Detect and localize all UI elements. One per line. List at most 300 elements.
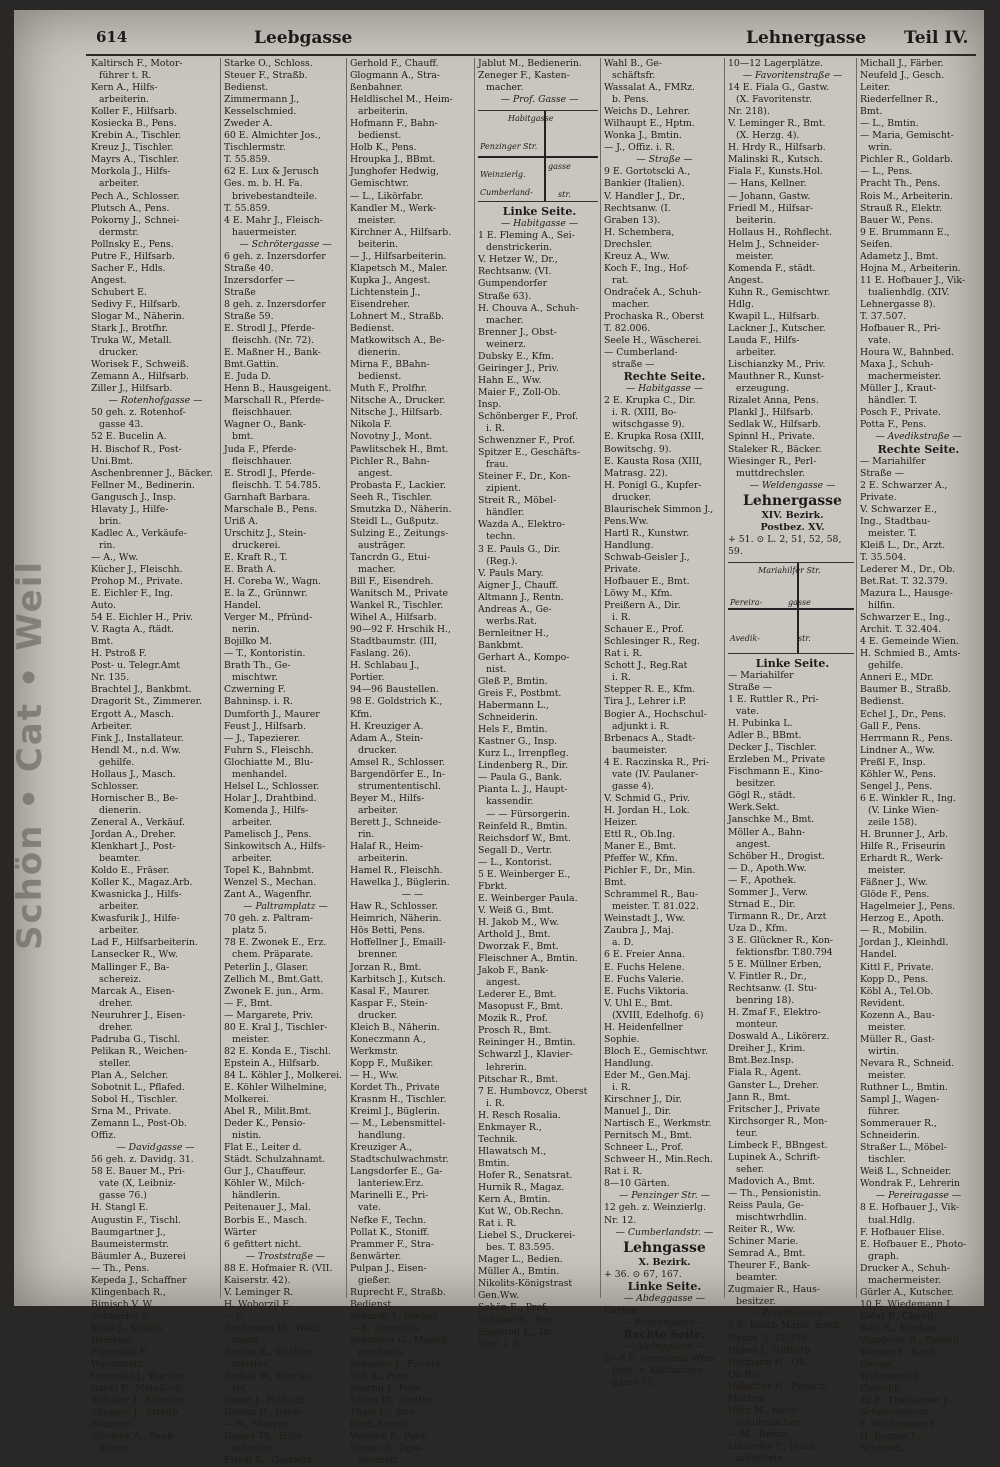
directory-entry: T. 55.859. bbox=[224, 154, 271, 166]
document-page bbox=[10, 10, 984, 1467]
directory-entry: Abel R., Milit.Bmt. bbox=[224, 1106, 312, 1118]
directory-entry: Schiner Marie. bbox=[728, 1236, 799, 1248]
directory-entry: 54 E. Eichler H., Priv. bbox=[91, 612, 194, 624]
directory-entry: Sigmund K., Dr. bbox=[478, 1326, 553, 1338]
directory-entry: 4 E. Gemeinde Wien. bbox=[860, 636, 959, 648]
directory-entry: beiterin. bbox=[358, 238, 399, 250]
directory-entry: Bedienst. bbox=[91, 1334, 136, 1346]
directory-entry: E. Brath A. bbox=[224, 563, 276, 575]
directory-entry: Flat E., Leiter d. bbox=[224, 1142, 302, 1154]
directory-entry: Kuhn R., Gemischtwr. bbox=[728, 286, 831, 298]
directory-entry: Fbrkt. bbox=[478, 880, 508, 892]
directory-entry: mischtwr. bbox=[232, 672, 278, 684]
directory-entry: Pichler F., Dr., Min. bbox=[604, 865, 696, 877]
directory-entry: Marschale B., Pens. bbox=[224, 503, 318, 515]
directory-entry: 3 E. Pauls G., Dir. bbox=[478, 543, 561, 555]
directory-entry: — M., Lebensmittel- bbox=[350, 1118, 446, 1130]
directory-entry: Deder K., Pensio- bbox=[224, 1118, 306, 1130]
directory-entry: Koch F., Ing., Hof- bbox=[604, 262, 689, 274]
directory-entry: arbeiterin. bbox=[358, 106, 409, 118]
directory-entry: Aigner J., Chauff. bbox=[478, 579, 559, 591]
directory-entry: Hagelmeier J., Pens. bbox=[860, 901, 956, 913]
directory-entry: Lansecker R., Ww. bbox=[91, 949, 178, 961]
directory-entry: Wärter bbox=[224, 1226, 257, 1238]
directory-entry: Seeh R., Tischler. bbox=[350, 491, 433, 503]
directory-entry: Tira J., Lehrer i.P. bbox=[604, 696, 687, 708]
directory-entry: E. Kraft R., T. bbox=[224, 551, 288, 563]
directory-entry: Bäumler A., Buzerei bbox=[91, 1250, 186, 1262]
directory-entry: Lichtenstein J., bbox=[350, 286, 421, 298]
directory-entry: Weiß L., Schneider. bbox=[860, 1166, 952, 1178]
directory-entry: Dubsky E., Kfm. bbox=[478, 350, 554, 362]
directory-entry: denstrickerin. bbox=[486, 242, 553, 254]
directory-entry: Prohop M., Private. bbox=[91, 576, 183, 588]
directory-entry: Tirmann R., Dr., Arzt bbox=[728, 910, 827, 922]
directory-entry: macher. bbox=[486, 314, 524, 326]
directory-entry: Amsel R., Schlosser. bbox=[350, 756, 446, 768]
directory-entry: 9 E. Brummann E., bbox=[860, 226, 950, 238]
directory-entry: Worisek F., Schweiß. bbox=[91, 359, 189, 371]
directory-entry: 2 E. Schwarzer A., bbox=[860, 479, 948, 491]
directory-entry: Bachmann M., Wach- bbox=[224, 1322, 324, 1334]
directory-entry: Adler B., BBmt. bbox=[728, 730, 802, 742]
directory-entry: 11 E. Hofbauer J., Vik- bbox=[860, 274, 966, 286]
directory-entry: Verger M., Pfründ- bbox=[224, 612, 313, 624]
sketch-label: str. bbox=[558, 190, 571, 200]
directory-entry: Gerhart A., Kompo- bbox=[478, 651, 570, 663]
directory-entry: E. Weinberger Paula. bbox=[478, 892, 578, 904]
directory-entry: Kosiecka B., Pens. bbox=[91, 118, 177, 130]
directory-entry: — Abdeggasse — bbox=[623, 1292, 706, 1304]
directory-entry: 60 E. Almichter Jos., bbox=[224, 130, 321, 142]
header-part: Teil IV. bbox=[904, 28, 969, 48]
directory-entry: Gärten. bbox=[604, 1304, 640, 1316]
directory-entry: H. Pstroß F. bbox=[91, 648, 147, 660]
directory-entry: H. Zmaf F., Elektro- bbox=[728, 1007, 821, 1019]
directory-entry: Theurer F., Bank- bbox=[728, 1260, 810, 1272]
directory-entry: Borbis E., Masch. bbox=[224, 1214, 308, 1226]
directory-entry: arbeiterin. bbox=[736, 1452, 787, 1464]
directory-entry: Straßer L., Möbel- bbox=[860, 1142, 947, 1154]
directory-entry: Prosch R., Bmt. bbox=[478, 1025, 552, 1037]
directory-entry: Seh A., Pens. bbox=[350, 1371, 412, 1383]
directory-entry: 6 gefittert nicht. bbox=[224, 1238, 302, 1250]
directory-entry: E. Maßner H., Bank- bbox=[224, 347, 321, 359]
directory-entry: dienerin. bbox=[99, 804, 142, 816]
directory-entry: vate. bbox=[358, 1202, 381, 1214]
directory-entry: — Habitgasse — bbox=[500, 218, 579, 230]
directory-entry: Hendl M., n.d. Ww. bbox=[91, 744, 182, 756]
directory-entry: techn. bbox=[486, 531, 516, 543]
directory-entry: Jann R., Bmt. bbox=[728, 1091, 791, 1103]
directory-entry: Revident. bbox=[860, 997, 905, 1009]
directory-entry: Fleischner A., Bmtin. bbox=[478, 953, 578, 965]
directory-entry: Herrmann R., Pens. bbox=[860, 732, 953, 744]
directory-entry: Koldo E., Fräser. bbox=[91, 865, 170, 877]
directory-entry: Auto. bbox=[91, 600, 116, 612]
directory-entry: E. Fuchs Valerie. bbox=[604, 973, 684, 985]
directory-entry: meister. bbox=[232, 1033, 270, 1045]
directory-entry: — Straße — bbox=[636, 154, 693, 166]
directory-entry: Hofbauer R., Pri- bbox=[860, 323, 941, 335]
directory-entry: Malinski R., Kutsch. bbox=[728, 154, 823, 166]
directory-entry: 88 E. Hofmaier R. (VII. bbox=[224, 1262, 333, 1274]
directory-entry: Mirna F., BBahn- bbox=[350, 359, 430, 371]
directory-entry: fleischh. (Nr. 72). bbox=[232, 335, 315, 347]
directory-entry: Kleich B., Näherin. bbox=[350, 1021, 440, 1033]
directory-entry: Postbez. XV. bbox=[760, 521, 825, 533]
directory-entry: arbeiter. bbox=[232, 853, 273, 865]
sketch-label: Mariahilfer Str. bbox=[758, 565, 821, 575]
directory-entry: Baumer B., Straßb. bbox=[860, 684, 951, 696]
directory-entry: Strnad E., Dir. bbox=[728, 898, 796, 910]
directory-entry: Szileo W., Brotfhr. bbox=[350, 1395, 435, 1407]
directory-entry: führer. bbox=[868, 1106, 900, 1118]
directory-entry: Muth F., Prolfhr. bbox=[350, 383, 428, 395]
directory-entry: Komenda J., Hilfs- bbox=[224, 804, 309, 816]
directory-entry: macher. bbox=[486, 82, 524, 94]
directory-entry: Gumpendorfer bbox=[478, 278, 548, 290]
directory-entry: Hilfe R., Friseurin bbox=[860, 841, 946, 853]
directory-entry: Tancrdn G., Etui- bbox=[350, 551, 431, 563]
directory-entry: Ruprecht F., Straßb. bbox=[350, 1286, 446, 1298]
directory-entry: nist. bbox=[486, 663, 507, 675]
directory-entry: 50 geh. z. Rotenhof- bbox=[91, 407, 186, 419]
directory-entry: Angest. bbox=[91, 274, 127, 286]
directory-entry: Hofbauer E., Bmt. bbox=[604, 576, 690, 588]
directory-entry: Hartl R., Kunstwr. bbox=[604, 527, 690, 539]
directory-entry: 2 E. Krupka C., Dir. bbox=[604, 395, 696, 407]
directory-entry: 3 E. Glückner R., Kon- bbox=[728, 934, 833, 946]
directory-entry: i. R. (XIII, Bo- bbox=[612, 407, 677, 419]
directory-entry: Dragorit St., Zimmerer. bbox=[91, 696, 202, 708]
directory-entry: H. Jordan H., Lok. bbox=[604, 804, 690, 816]
directory-entry: Arthold J., Bmt. bbox=[478, 929, 551, 940]
directory-entry: Sengel J., Pens. bbox=[860, 780, 933, 792]
directory-entry: muttdrechsler. bbox=[736, 467, 805, 479]
directory-entry: händler. bbox=[486, 507, 525, 519]
directory-entry: i. R. bbox=[612, 672, 631, 684]
directory-entry: Votnar F., Tape- bbox=[350, 1443, 424, 1455]
directory-entry: 59. bbox=[728, 545, 743, 557]
directory-columns bbox=[88, 58, 976, 1467]
directory-entry: schuhmacher. bbox=[736, 1416, 802, 1428]
directory-entry: Kreuz A., Ww. bbox=[604, 250, 670, 262]
directory-entry: Nitsche A., Drucker. bbox=[350, 395, 446, 407]
directory-entry: Nr. 218). bbox=[728, 106, 770, 118]
directory-entry: — J., Tapezierer. bbox=[224, 732, 301, 744]
directory-entry: 2—8 E. Gemeinde Wien bbox=[604, 1352, 716, 1364]
directory-entry: — — Fürsorgerin. bbox=[486, 808, 571, 820]
directory-entry: Pracht Th., Pens. bbox=[860, 178, 941, 190]
directory-entry: führer t. R. bbox=[99, 70, 152, 82]
directory-entry: Gur J., Chauffeur. bbox=[224, 1166, 306, 1178]
directory-entry: Widemann J., bbox=[860, 1371, 923, 1383]
directory-entry: V. Schmid G., Priv. bbox=[604, 792, 690, 804]
directory-entry: Fleischh. bbox=[860, 1383, 903, 1395]
directory-entry: Bauer W., Pens. bbox=[860, 214, 934, 226]
directory-entry: Schwarzer E., Ing., bbox=[860, 612, 951, 624]
directory-entry: Diener. bbox=[860, 1359, 894, 1371]
directory-entry: Pawlitschek H., Bmt. bbox=[350, 443, 449, 455]
directory-entry: Nr. 12. bbox=[604, 1214, 637, 1226]
directory-entry: b. Pens. bbox=[612, 94, 649, 106]
directory-entry: Sobotnit L., Pflafed. bbox=[91, 1081, 185, 1093]
directory-entry: nistin. bbox=[232, 1130, 262, 1142]
lehnergasse-street-sketch bbox=[728, 562, 854, 654]
directory-entry: — Troststraße — bbox=[245, 1250, 326, 1262]
directory-entry: Spitzer E., Geschäfts- bbox=[478, 447, 581, 459]
directory-entry: Kopp F., Mußiker. bbox=[350, 1057, 434, 1069]
directory-entry: arbeiterin. bbox=[358, 853, 409, 865]
directory-entry: dreher. bbox=[99, 1021, 133, 1033]
directory-entry: i. R. bbox=[612, 1081, 631, 1093]
directory-entry: Krebin A., Tischler. bbox=[91, 130, 182, 142]
directory-entry: 6 E. Freier Anna. bbox=[604, 949, 686, 961]
directory-entry: Potta F., Pens. bbox=[860, 419, 927, 431]
directory-entry: Klenkhart J., Post- bbox=[91, 841, 176, 853]
directory-entry: Nefke F., Techn. bbox=[350, 1214, 427, 1226]
directory-entry: beamter. bbox=[736, 1272, 778, 1284]
directory-entry: — Mariahilfer bbox=[728, 669, 794, 681]
directory-entry: Straße 63). bbox=[478, 290, 532, 302]
directory-entry: Plutsch A., Pens. bbox=[91, 202, 170, 214]
directory-entry: Offiz. bbox=[91, 1130, 117, 1142]
directory-entry: Pokorny J., Schnei- bbox=[91, 214, 180, 226]
directory-entry: Tischlermstr. bbox=[224, 142, 286, 154]
directory-entry: 84 L. Köhler J., Molkerei. bbox=[224, 1069, 342, 1081]
directory-entry: Sedivy F., Hilfsarb. bbox=[91, 298, 181, 310]
directory-entry: Kaspar F., Stein- bbox=[350, 997, 428, 1009]
directory-entry: H. Chouva A., Schuh- bbox=[478, 302, 579, 314]
directory-entry: Gemischtwr. bbox=[350, 178, 409, 190]
directory-entry: Plankl J., Hilfsarb. bbox=[728, 407, 814, 419]
directory-entry: Kirschner J., Dir. bbox=[604, 1094, 682, 1106]
directory-entry: Müller A., Bmtin. bbox=[478, 1266, 560, 1278]
directory-entry: Haw R., Schlosser. bbox=[350, 901, 438, 913]
directory-entry: Wanderer R., Fleisch. bbox=[860, 1334, 962, 1346]
directory-entry: — Rotenhofgasse — bbox=[108, 395, 203, 407]
header-rule bbox=[86, 54, 976, 56]
directory-entry: Fink J., Installateur. bbox=[91, 732, 184, 744]
directory-entry: Segall D., Vertr. bbox=[478, 844, 553, 856]
directory-entry: monteur. bbox=[736, 1019, 779, 1031]
directory-entry: Graben 13). bbox=[604, 214, 661, 226]
directory-entry: 4 E. Mahr J., Fleisch- bbox=[224, 214, 323, 226]
directory-entry: fleischhauer. bbox=[232, 407, 293, 419]
directory-entry: gasse 43. bbox=[99, 419, 144, 431]
directory-entry: Wondrak F., Lehrerin bbox=[860, 1178, 960, 1190]
directory-entry: rei. bbox=[232, 1383, 248, 1395]
directory-entry: Soarnn J., Pens. bbox=[350, 1383, 424, 1395]
directory-entry: meister. bbox=[868, 865, 906, 877]
sketch-label: str. bbox=[798, 633, 811, 643]
directory-entry: 8 E. Hofbauer J., Vik- bbox=[860, 1202, 960, 1214]
directory-entry: H. Resch Rosalia. bbox=[478, 1109, 561, 1121]
column-4 bbox=[474, 58, 601, 1350]
directory-entry: Straße bbox=[224, 286, 256, 298]
directory-entry: Kwasnicka J., Hilfs- bbox=[91, 889, 182, 901]
column-6 bbox=[724, 58, 857, 1464]
directory-entry: 9 E. Gortotscki A., bbox=[604, 166, 691, 178]
directory-entry: Bmt. bbox=[91, 636, 114, 648]
directory-entry: drucker. bbox=[612, 491, 652, 503]
sketch-label: Avedik- bbox=[730, 633, 760, 643]
directory-entry: 1 E. Ruttler R., Pri- bbox=[728, 694, 819, 706]
directory-entry: Starke O., Schloss. bbox=[224, 58, 313, 69]
directory-entry: Pamelisch J., Pens. bbox=[224, 829, 312, 840]
directory-entry: Stadtschulwachmstr. bbox=[350, 1154, 449, 1166]
directory-entry: Schneer L., Prof. bbox=[604, 1142, 684, 1154]
directory-entry: Rechte Seite. bbox=[623, 1327, 706, 1341]
directory-entry: Fellner M., Bedinerin. bbox=[91, 479, 195, 491]
directory-entry: Uza D., Kfm. bbox=[728, 922, 788, 934]
directory-entry: Ettl R., Ob.Ing. bbox=[604, 829, 676, 840]
directory-entry: Neuruhrer J., Eisen- bbox=[91, 1009, 186, 1021]
directory-entry: Masopust F., Bmt. bbox=[478, 1001, 564, 1013]
directory-entry: Angest. bbox=[728, 274, 764, 286]
directory-entry: meister. T. bbox=[868, 527, 917, 539]
directory-entry: E. Kausta Rosa (XIII, bbox=[604, 455, 703, 467]
directory-entry: H. Ponigl G., Kupfer- bbox=[604, 479, 702, 491]
directory-entry: Faslang. 26). bbox=[350, 648, 411, 660]
directory-entry: — J., Offiz. i. R. bbox=[604, 142, 675, 154]
directory-entry: Heldlischel M., Heim- bbox=[350, 94, 453, 106]
directory-entry: Rechtsanw. (VI. bbox=[478, 266, 552, 278]
directory-entry: — Pereiragasse — bbox=[875, 1190, 962, 1202]
directory-entry: (X. Herzg. 4). bbox=[736, 130, 800, 142]
directory-entry: Hofer R., Senatsrat. bbox=[478, 1169, 573, 1181]
directory-entry: Glöde F., Pens. bbox=[860, 889, 930, 901]
directory-entry: Kopp D., Pens. bbox=[860, 973, 929, 985]
directory-entry: Schuster J., Private. bbox=[350, 1359, 444, 1371]
directory-entry: Sobol H., Tischler. bbox=[91, 1094, 178, 1106]
directory-entry: — Hans, Kellner. bbox=[728, 178, 807, 190]
sketch-label: Pereira- bbox=[730, 597, 763, 607]
directory-entry: Kaiserstr. 42). bbox=[224, 1274, 291, 1286]
directory-entry: Domet Th., Hilfs- bbox=[224, 1431, 305, 1443]
directory-entry: — Maria, Gemischt- bbox=[860, 130, 954, 142]
directory-entry: Marinelli E., Pri- bbox=[350, 1190, 429, 1202]
directory-entry: Schwab-Geisler J., bbox=[604, 551, 690, 563]
directory-entry: Lederer M., Dr., Ob. bbox=[860, 563, 956, 575]
directory-entry: Mager L., Bedien. bbox=[478, 1254, 563, 1266]
directory-entry: Nitsche J., Hilfsarb. bbox=[350, 407, 443, 419]
directory-entry: gehilfe. bbox=[99, 756, 135, 768]
directory-entry: Jordan A., Dreher. bbox=[91, 829, 177, 840]
directory-entry: Papoukek F., bbox=[91, 1347, 151, 1359]
directory-entry: ßenbahner. bbox=[350, 82, 404, 94]
directory-entry: ziermstr. bbox=[358, 1455, 400, 1467]
directory-entry: Rechte Seite. bbox=[623, 370, 706, 384]
directory-entry: 62 E. Lux & Jerusch bbox=[224, 166, 319, 178]
directory-entry: werbs.Rat. bbox=[486, 615, 538, 627]
directory-entry: brenner. bbox=[358, 949, 398, 961]
directory-entry: Handlung. bbox=[604, 539, 654, 551]
directory-entry: händler. T. bbox=[868, 395, 918, 407]
directory-entry: Mazura L., Hausge- bbox=[860, 588, 953, 600]
directory-entry: Anneri E., MDr. bbox=[860, 672, 934, 684]
directory-entry: Werk.Sekt. bbox=[728, 802, 780, 814]
directory-entry: Lindenberg R., Dir. bbox=[478, 760, 569, 772]
directory-entry: Schönberger F., Prof. bbox=[478, 410, 579, 422]
directory-entry: V. Leminger R., Bmt. bbox=[728, 118, 826, 130]
directory-entry: Steiner F., Dr., Kon- bbox=[478, 471, 571, 483]
directory-entry: Bedienst. bbox=[350, 323, 395, 335]
directory-entry: Drechsler. bbox=[604, 238, 653, 250]
directory-entry: Reiter R., Ww. bbox=[728, 1224, 796, 1236]
directory-entry: rat. bbox=[612, 274, 629, 286]
directory-entry: Kozenn A., Bau- bbox=[860, 1009, 935, 1021]
directory-entry: Koneczmann A., bbox=[350, 1033, 426, 1045]
directory-entry: austräger. bbox=[358, 539, 406, 551]
directory-entry: ßenb.Angest. bbox=[350, 1419, 413, 1431]
directory-entry: — Th., Pens. bbox=[91, 1262, 150, 1274]
directory-entry: Jablut M., Bedienerin. bbox=[478, 58, 582, 69]
directory-entry: machermeister. bbox=[868, 1274, 942, 1286]
directory-entry: 7 E. Humbovcz, Oberst bbox=[478, 1085, 588, 1097]
directory-entry: Schmiedemstr. bbox=[860, 1407, 931, 1419]
directory-entry: meister. bbox=[868, 1021, 906, 1033]
directory-entry: erzeugung. bbox=[736, 383, 790, 395]
directory-entry: H. Stangl E. bbox=[91, 1202, 149, 1214]
directory-entry: Ganster L., Dreher. bbox=[728, 1079, 819, 1091]
directory-entry: E. Fuchs Viktoria. bbox=[604, 985, 689, 997]
directory-entry: graph. bbox=[868, 1250, 899, 1262]
directory-entry: Pichler R., Bahn- bbox=[350, 455, 430, 467]
directory-entry: Kern A., Bmtin. bbox=[478, 1194, 551, 1206]
directory-entry: Wonka J., Bmtin. bbox=[604, 130, 682, 142]
directory-entry: E. Eichler F., Ing. bbox=[91, 588, 173, 600]
directory-entry: Echel J., Dr., Pens. bbox=[860, 708, 947, 720]
directory-entry: 4 E. Raczinska R., Pri- bbox=[604, 756, 709, 768]
directory-entry: V. Fintler R., Dr., bbox=[728, 971, 807, 983]
directory-entry: Steuer F., Straßb. bbox=[224, 70, 308, 82]
directory-entry: Altmann J., Rentn. bbox=[478, 591, 564, 603]
directory-entry: Lauda F., Hilfs- bbox=[728, 335, 800, 347]
directory-entry: — Peretragasse — bbox=[749, 1308, 836, 1320]
directory-entry: — J., Hilfsarbeiterin. bbox=[350, 250, 447, 262]
directory-entry: Hös Betti, Pens. bbox=[350, 925, 426, 937]
directory-entry: Zellich M., Bmt.Gatt. bbox=[224, 973, 324, 985]
directory-entry: Sampl J., Wagen- bbox=[860, 1094, 940, 1106]
directory-entry: Nevara R., Schneid. bbox=[860, 1057, 955, 1069]
directory-entry: angest. bbox=[736, 838, 771, 850]
directory-entry: — Mariahilfer bbox=[860, 455, 926, 467]
directory-entry: H. Schmied B., Amts- bbox=[860, 648, 961, 660]
directory-entry: Insp. bbox=[478, 398, 502, 410]
directory-entry: Bet.Rat. T. 32.379. bbox=[860, 576, 948, 588]
directory-entry: Zant A., Wagenfhr. bbox=[224, 889, 312, 901]
directory-entry: fleischhauer. bbox=[232, 455, 293, 467]
directory-entry: 14 E. Fiala G., Gastw. bbox=[728, 82, 830, 94]
directory-entry: — Schrötergasse — bbox=[239, 238, 332, 250]
directory-entry: Spinnl H., Private. bbox=[728, 431, 815, 443]
directory-entry: Gen.Ww. bbox=[478, 1290, 520, 1302]
stamp-text: Schön • Cat • Weil bbox=[10, 559, 50, 950]
directory-entry: Truka W., Metall. bbox=[91, 335, 172, 347]
directory-entry: 80 E. Kral J., Tischler- bbox=[224, 1021, 328, 1033]
directory-entry: Semrad A., Bmt. bbox=[728, 1248, 806, 1260]
directory-entry: E. Krupka Rosa (XIII, bbox=[604, 431, 705, 443]
directory-entry: Jorzan R., Bmt. bbox=[350, 961, 422, 973]
column-5 bbox=[600, 58, 725, 1389]
directory-entry: handlung. bbox=[358, 1130, 406, 1142]
directory-entry: Pianta L. J., Haupt- bbox=[478, 784, 568, 796]
directory-entry: — R., Mobilin. bbox=[860, 925, 928, 937]
directory-entry: 8 geh. z. Inzersdorfer bbox=[224, 298, 326, 310]
directory-entry: lanteriew.Erz. bbox=[358, 1178, 424, 1190]
